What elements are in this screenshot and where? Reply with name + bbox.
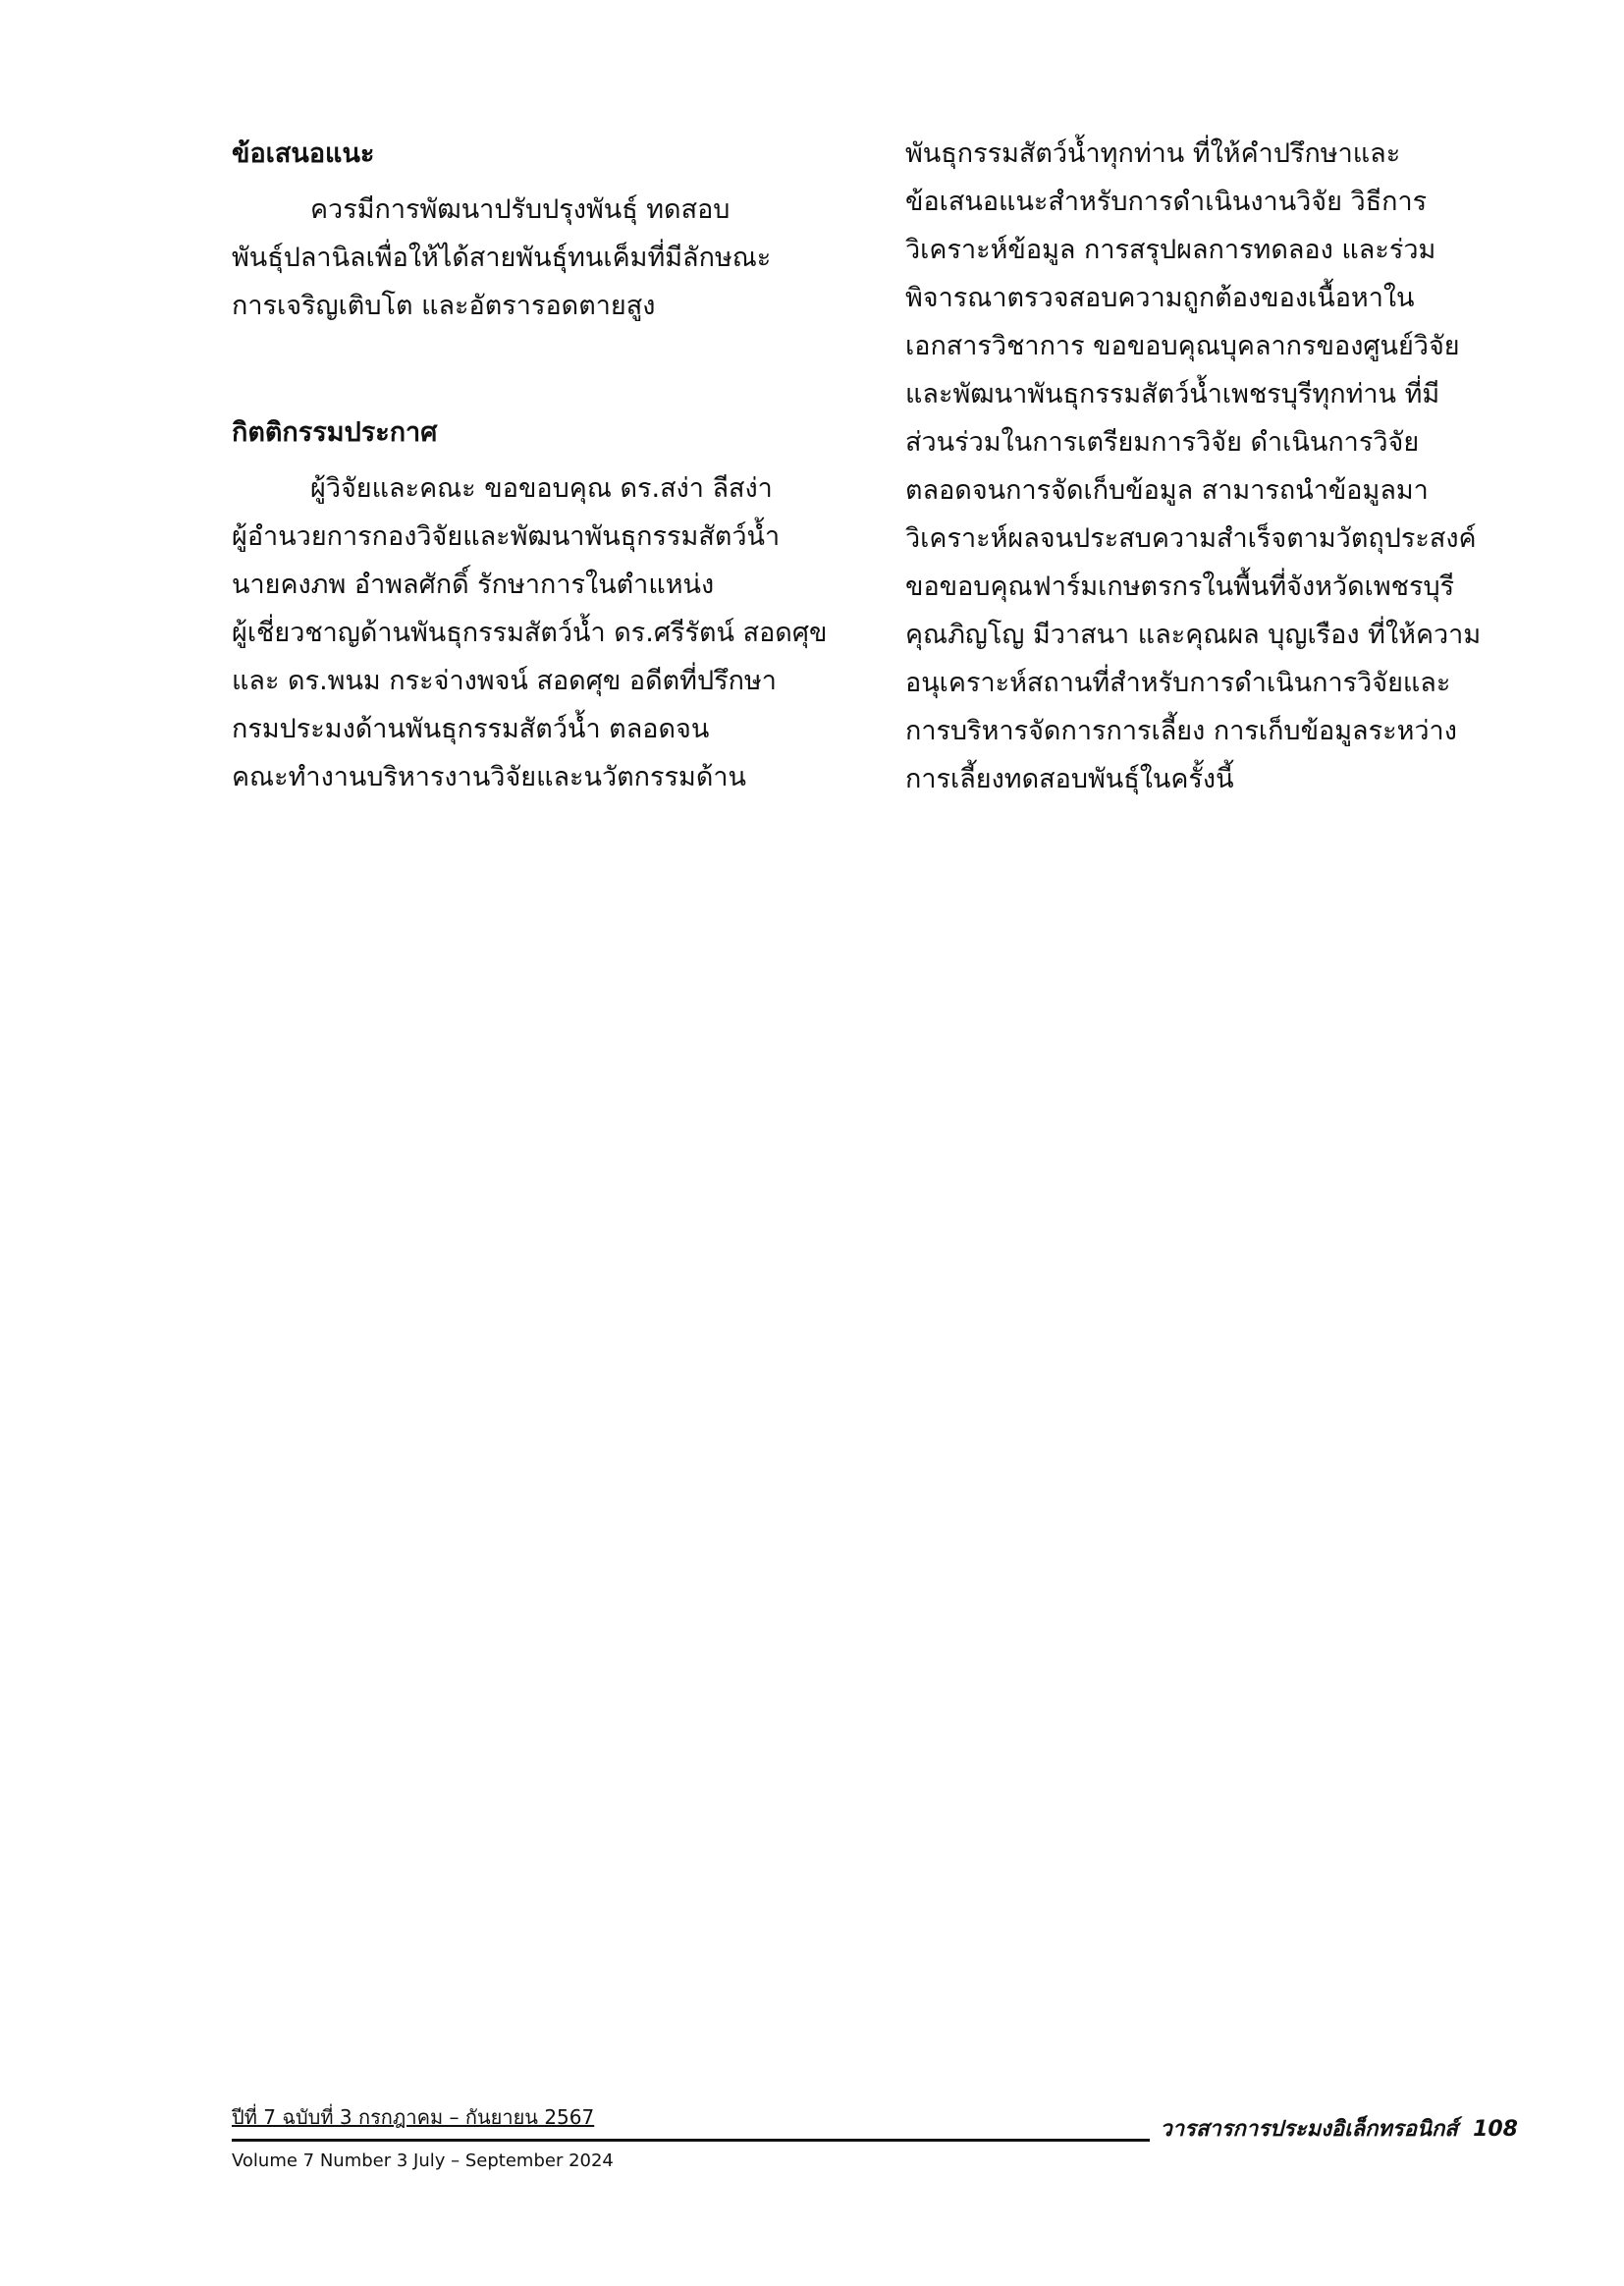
text-line: นายคงภพ อำพลศักดิ์ รักษาการในตำแหน่ง (232, 570, 715, 600)
text-line: พันธุกรรมสัตว์น้ำทุกท่าน ที่ให้คำปรึกษาและ (905, 138, 1401, 169)
text-line: พิจารณาตรวจสอบความถูกต้องของเนื้อหาใน (905, 283, 1415, 313)
section-heading-recommendations: ข้อเสนอแนะ (232, 138, 375, 169)
left-column (232, 130, 828, 801)
text-line: ผู้วิจัยและคณะ ขอขอบคุณ ดร.สง่า ลีสง่า (310, 473, 773, 504)
acknowledgements-continued (905, 130, 1481, 803)
text-line: คุณภิญโญ มีวาสนา และคุณผล บุญเรือง ที่ให้ความ (905, 620, 1482, 650)
text-line: และ ดร.พนม กระจ่างพจน์ สอดศุข อดีตที่ปรึกษา (232, 666, 777, 696)
journal-title (1150, 2111, 1518, 2146)
text-line: เอกสารวิชาการ ขอขอบคุณบุคลากรของศูนย์วิจัย (905, 331, 1460, 361)
issue-info-thai: ปีที่ 7 ฉบับที่ 3 กรกฎาคม – กันยายน 2567 (232, 2105, 595, 2129)
text-line: กรมประมงด้านพันธุกรรมสัตว์น้ำ ตลอดจน (232, 714, 710, 744)
text-line: วิเคราะห์ข้อมูล การสรุปผลการทดลอง และร่วม (905, 235, 1436, 265)
text-line: ข้อเสนอแนะสำหรับการดำเนินงานวิจัย วิธีการ (905, 187, 1428, 217)
journal-name: วารสารการประมงอิเล็กทรอนิกส์ (1160, 2117, 1458, 2142)
text-line: วิเคราะห์ผลจนประสบความสำเร็จตามวัตถุประสงค์ (905, 523, 1477, 554)
text-line: อนุเคราะห์สถานที่สำหรับการดำเนินการวิจัยและ (905, 668, 1451, 698)
text-line: การเลี้ยงทดสอบพันธุ์ในครั้งนี้ (905, 764, 1234, 794)
text-line: ผู้อำนวยการกองวิจัยและพัฒนาพันธุกรรมสัตว์น้ำ (232, 521, 781, 552)
text-line: การเจริญเติบโต และอัตรารอดตายสูง (232, 291, 656, 321)
recommendations-paragraph (232, 186, 807, 330)
section-heading-acknowledgements: กิตติกรรมประกาศ (232, 417, 438, 448)
text-line: พันธุ์ปลานิลเพื่อให้ได้สายพันธุ์ทนเค็มที่มีลักษณะ (232, 243, 772, 273)
text-line: ขอขอบคุณฟาร์มเกษตรกรในพื้นที่จังหวัดเพชรบุรี (905, 572, 1455, 602)
right-column (905, 130, 1481, 803)
text-line: การบริหารจัดการการเลี้ยง การเก็บข้อมูลระหว่าง (905, 716, 1457, 746)
text-line: ตลอดจนการจัดเก็บข้อมูล สามารถนำข้อมูลมา (905, 475, 1429, 506)
acknowledgements-paragraph (232, 464, 828, 801)
text-line: ควรมีการพัฒนาปรับปรุงพันธุ์ ทดสอบ (310, 194, 731, 225)
text-line: และพัฒนาพันธุกรรมสัตว์น้ำเพชรบุรีทุกท่าน ที่มี (905, 379, 1440, 409)
text-line: ส่วนร่วมในการเตรียมการวิจัย ดำเนินการวิจัย (905, 427, 1420, 458)
issue-info-english: Volume 7 Number 3 July – September 2024 (232, 2150, 614, 2171)
text-line: คณะทำงานบริหารงานวิจัยและนวัตกรรมด้าน (232, 762, 746, 792)
page-number: 108 (1473, 2117, 1518, 2142)
text-line: ผู้เชี่ยวชาญด้านพันธุกรรมสัตว์น้ำ ดร.ศรีรัตน์ สอดศุข (232, 618, 828, 648)
